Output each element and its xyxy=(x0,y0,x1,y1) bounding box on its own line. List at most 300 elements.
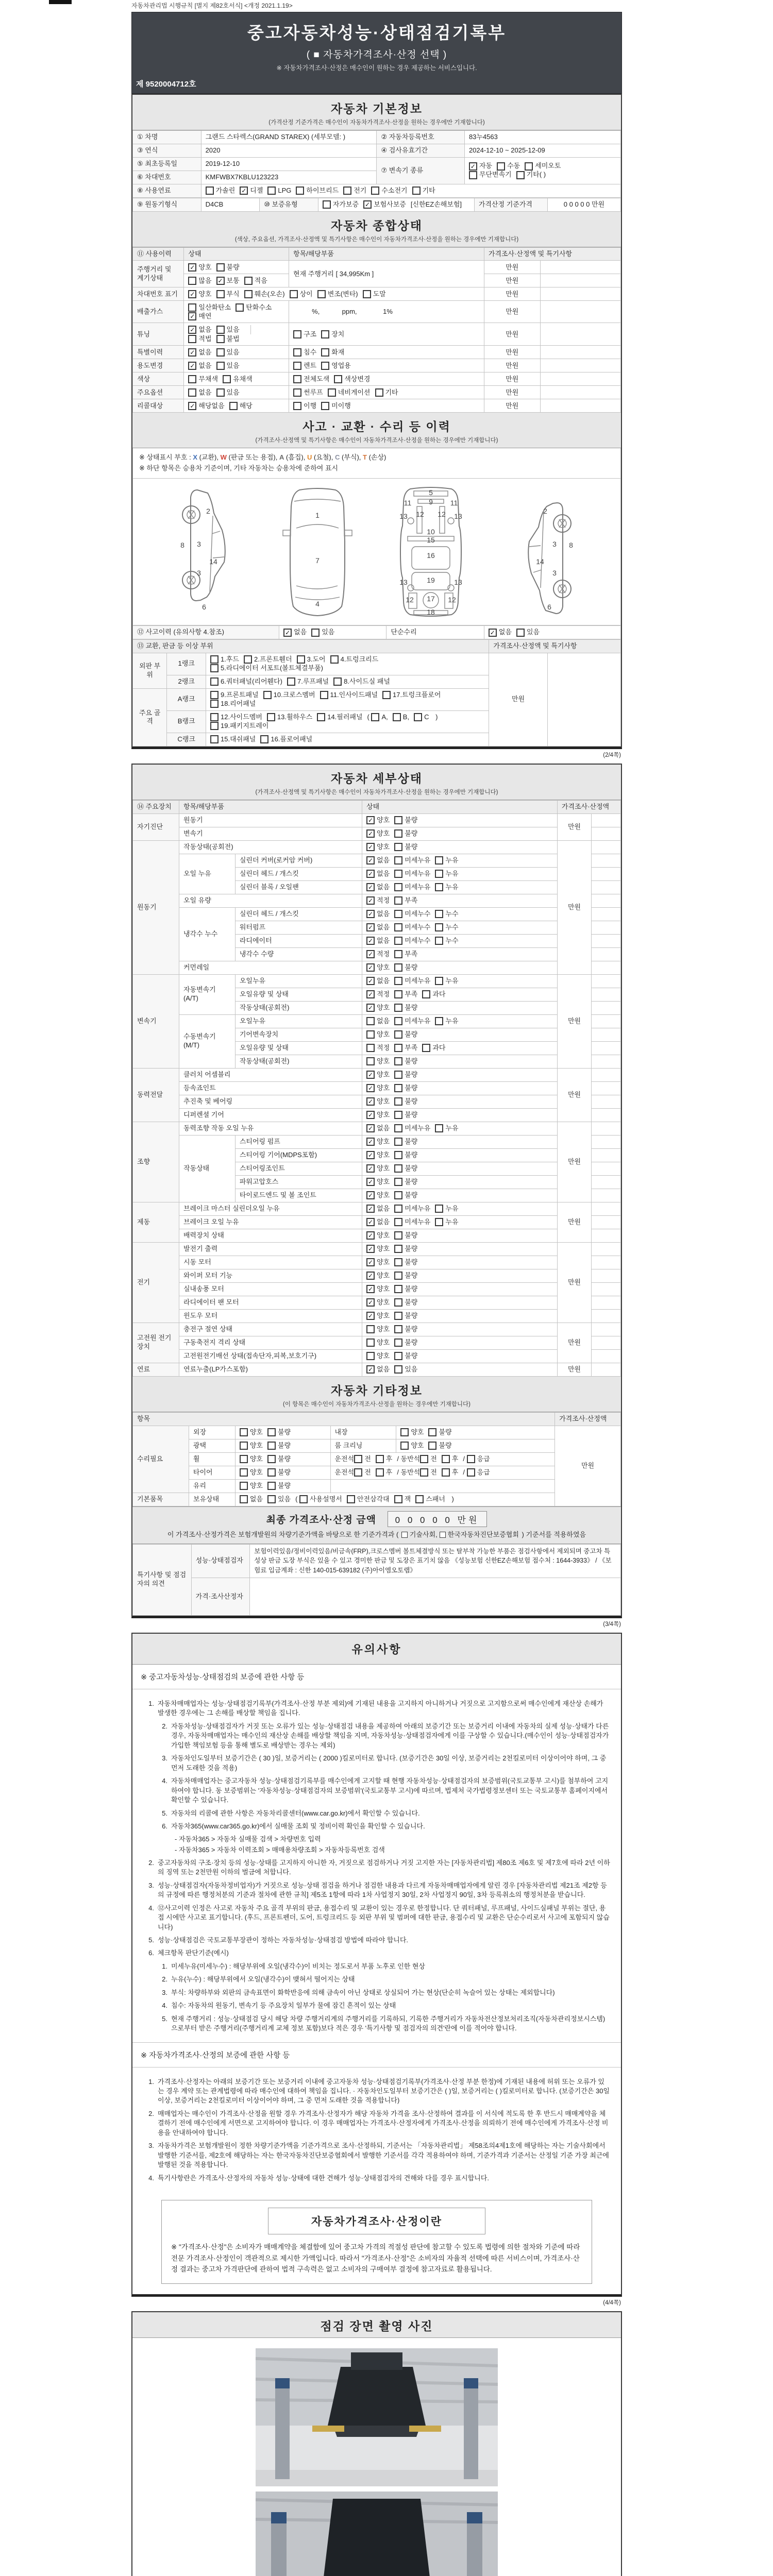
checkbox-label: 탄화수소 xyxy=(246,303,272,311)
checkbox-box-icon xyxy=(210,700,219,708)
checkbox-checked[interactable] xyxy=(366,910,390,919)
checkbox-unchecked[interactable] xyxy=(428,1442,451,1450)
checkbox-unchecked[interactable] xyxy=(188,388,211,397)
checkbox-unchecked[interactable] xyxy=(516,171,546,179)
checkbox-checked[interactable] xyxy=(188,312,211,321)
checkbox-unchecked[interactable] xyxy=(394,870,430,878)
checkbox-unchecked[interactable] xyxy=(394,910,430,919)
table-cell xyxy=(592,1215,621,1229)
checkbox-unchecked[interactable] xyxy=(334,375,370,384)
table-cell xyxy=(133,198,201,211)
checkbox-unchecked[interactable] xyxy=(206,187,236,195)
etc-title: 자동차 기타정보 xyxy=(331,1383,423,1397)
checkbox-unchecked[interactable] xyxy=(210,655,239,664)
checkbox-box-icon xyxy=(394,1231,402,1240)
checkbox-label: 일산화탄소 xyxy=(198,303,231,311)
checkbox-checked[interactable] xyxy=(366,977,390,986)
checkbox-unchecked[interactable] xyxy=(394,1071,417,1079)
checkbox-unchecked[interactable] xyxy=(296,187,339,195)
checkbox-unchecked[interactable] xyxy=(366,1057,390,1066)
checkbox-unchecked[interactable] xyxy=(435,1017,458,1026)
checkbox-unchecked[interactable] xyxy=(293,375,329,384)
checkbox-box-icon xyxy=(435,910,443,918)
checkbox-checked[interactable] xyxy=(188,290,211,299)
checkbox-unchecked[interactable] xyxy=(394,1030,417,1039)
checkbox-box-icon xyxy=(394,1097,402,1106)
checkbox-unchecked[interactable] xyxy=(401,1531,438,1539)
checkbox-unchecked[interactable] xyxy=(415,1495,445,1504)
checkbox-checked[interactable] xyxy=(366,843,390,852)
checkbox-checked[interactable] xyxy=(366,829,390,838)
checkbox-unchecked[interactable] xyxy=(394,1205,430,1213)
checkbox-unchecked[interactable] xyxy=(394,1138,417,1146)
checkbox-label: LPG xyxy=(278,186,292,194)
checkbox-box-icon xyxy=(366,1325,375,1333)
checkbox-unchecked[interactable] xyxy=(497,162,520,171)
checkbox-unchecked[interactable] xyxy=(210,713,262,722)
checkbox-checked[interactable] xyxy=(188,348,211,357)
checkbox-unchecked[interactable] xyxy=(188,335,211,344)
checkbox-checked[interactable] xyxy=(366,1138,390,1146)
table-cell xyxy=(133,626,279,639)
table-cell xyxy=(206,653,489,675)
checkbox-unchecked[interactable] xyxy=(287,677,329,686)
checkbox-unchecked[interactable] xyxy=(371,187,407,195)
checkbox-unchecked[interactable] xyxy=(394,1057,417,1066)
checkbox-checked[interactable] xyxy=(366,870,390,878)
checkbox-unchecked[interactable] xyxy=(293,388,323,397)
checkbox-label: 없음 xyxy=(377,869,390,877)
checkbox-checked[interactable] xyxy=(188,263,211,272)
table-cell xyxy=(362,1122,558,1135)
checkbox-unchecked[interactable] xyxy=(394,990,417,999)
checkbox-checked[interactable] xyxy=(188,326,211,334)
checkbox-unchecked[interactable] xyxy=(394,896,417,905)
checkbox-unchecked[interactable] xyxy=(216,362,240,370)
table-cell xyxy=(133,301,184,323)
checkbox-unchecked[interactable] xyxy=(293,362,316,370)
checkbox-unchecked[interactable] xyxy=(394,937,430,945)
checkbox-unchecked[interactable] xyxy=(394,1338,417,1347)
checkbox-box-icon xyxy=(394,1312,402,1320)
checkbox-unchecked[interactable] xyxy=(297,655,326,664)
checkbox-box-icon xyxy=(516,629,525,637)
checkbox-unchecked[interactable] xyxy=(366,1030,390,1039)
cell-text: 고전원 전기장치 xyxy=(137,1334,172,1351)
checkbox-checked[interactable] xyxy=(366,950,390,959)
checkbox-unchecked[interactable] xyxy=(394,1258,417,1267)
checkbox-label: 16.플로어패널 xyxy=(271,735,313,743)
checkbox-unchecked[interactable] xyxy=(260,735,312,744)
checkbox-box-icon xyxy=(442,1455,450,1463)
checkbox-unchecked[interactable] xyxy=(321,330,344,339)
checkbox-unchecked[interactable] xyxy=(354,1468,371,1477)
checkbox-checked[interactable] xyxy=(366,1111,390,1120)
checkbox-checked[interactable] xyxy=(240,187,263,195)
legend-part: (부식), xyxy=(340,453,363,462)
checkbox-unchecked[interactable] xyxy=(435,910,458,919)
notice-item-number: 5. xyxy=(148,1936,154,1944)
checkbox-checked[interactable] xyxy=(366,856,390,865)
checkbox-label: 양호 xyxy=(198,290,212,298)
checkbox-checked[interactable] xyxy=(366,1218,390,1227)
cell-text: 만원 xyxy=(567,1365,581,1373)
checkbox-unchecked[interactable] xyxy=(422,990,445,999)
checkbox-label: 불량 xyxy=(405,1070,418,1078)
checkbox-unchecked[interactable] xyxy=(394,829,417,838)
checkbox-unchecked[interactable] xyxy=(216,335,240,344)
checkbox-unchecked[interactable] xyxy=(394,856,430,865)
checkbox-unchecked[interactable] xyxy=(244,277,267,285)
checkbox-checked[interactable] xyxy=(366,1245,390,1253)
checkbox-unchecked[interactable] xyxy=(223,375,253,384)
checkbox-checked[interactable] xyxy=(489,628,512,637)
checkbox-unchecked[interactable] xyxy=(394,1164,417,1173)
checkbox-unchecked[interactable] xyxy=(394,883,430,892)
table-cell xyxy=(362,1215,558,1229)
checkbox-unchecked[interactable] xyxy=(435,870,458,878)
checkbox-unchecked[interactable] xyxy=(435,937,458,945)
checkbox-unchecked[interactable] xyxy=(267,1495,291,1504)
checkbox-box-icon xyxy=(371,187,379,195)
checkbox-unchecked[interactable] xyxy=(343,187,366,195)
checkbox-checked[interactable] xyxy=(366,1258,390,1267)
checkbox-unchecked[interactable] xyxy=(188,375,218,384)
checkbox-checked[interactable] xyxy=(366,1151,390,1160)
checkbox-label: 적음 xyxy=(254,276,267,284)
checkbox-unchecked[interactable] xyxy=(240,1495,263,1504)
checkbox-checked[interactable] xyxy=(366,923,390,932)
checkbox-unchecked[interactable] xyxy=(366,1338,390,1347)
checkbox-box-icon xyxy=(394,1495,402,1503)
checkbox-unchecked[interactable] xyxy=(347,1495,390,1504)
checkbox-unchecked[interactable] xyxy=(435,923,458,932)
checkbox-unchecked[interactable] xyxy=(188,303,231,312)
checkbox-box-icon xyxy=(296,187,304,195)
checkbox-unchecked[interactable] xyxy=(442,1468,459,1477)
checkbox-unchecked[interactable] xyxy=(188,277,211,285)
checkbox-unchecked[interactable] xyxy=(394,1191,417,1200)
checkbox-unchecked[interactable] xyxy=(311,628,334,637)
checkbox-checked[interactable] xyxy=(366,1004,390,1012)
notice-item xyxy=(143,2174,611,2183)
checkbox-box-icon xyxy=(516,171,525,179)
table-cell xyxy=(592,1041,621,1055)
checkbox-checked[interactable] xyxy=(366,1124,390,1133)
checkbox-unchecked[interactable] xyxy=(321,362,351,370)
table-cell xyxy=(184,386,289,399)
checkbox-box-icon xyxy=(317,290,326,298)
table-cell xyxy=(260,198,318,211)
checkbox-unchecked[interactable] xyxy=(394,1272,417,1280)
checkbox-unchecked[interactable] xyxy=(244,290,285,299)
table-cell xyxy=(362,1189,558,1202)
checkbox-unchecked[interactable] xyxy=(435,1218,458,1227)
checkbox-unchecked[interactable] xyxy=(363,290,386,299)
checkbox-unchecked[interactable] xyxy=(244,655,292,664)
checkbox-unchecked[interactable] xyxy=(366,1352,390,1361)
checkbox-label: 미세누수 xyxy=(405,936,431,944)
checkbox-unchecked[interactable] xyxy=(267,1455,291,1464)
checkbox-label: 부족 xyxy=(405,1043,418,1052)
checkbox-unchecked[interactable] xyxy=(420,1455,437,1464)
checkbox-unchecked[interactable] xyxy=(366,1017,390,1026)
checkbox-unchecked[interactable] xyxy=(435,977,458,986)
checkbox-checked[interactable] xyxy=(366,896,390,905)
checkbox-box-icon xyxy=(240,1428,248,1436)
checkbox-unchecked[interactable] xyxy=(210,664,323,673)
checkbox-unchecked[interactable] xyxy=(267,187,291,195)
table-cell xyxy=(279,626,386,639)
checkbox-box-icon xyxy=(422,990,430,998)
checkbox-box-icon xyxy=(354,1455,362,1463)
checkbox-checked[interactable] xyxy=(366,1084,390,1093)
checkbox-checked[interactable] xyxy=(216,277,240,285)
checkbox-box-icon: ✓ xyxy=(366,1285,375,1293)
checkbox-unchecked[interactable] xyxy=(394,1352,417,1361)
checkbox-unchecked[interactable] xyxy=(328,388,371,397)
checkbox-unchecked[interactable] xyxy=(394,1365,417,1374)
checkbox-unchecked[interactable] xyxy=(394,1004,417,1012)
checkbox-unchecked[interactable] xyxy=(323,200,359,209)
checkbox-checked[interactable] xyxy=(366,883,390,892)
checkbox-unchecked[interactable] xyxy=(317,290,358,299)
checkbox-unchecked[interactable] xyxy=(467,1455,490,1464)
checkbox-unchecked[interactable] xyxy=(394,923,430,932)
checkbox-unchecked[interactable] xyxy=(394,1218,430,1227)
checkbox-unchecked[interactable] xyxy=(394,1245,417,1253)
table-cell xyxy=(555,1412,621,1426)
checkbox-unchecked[interactable] xyxy=(240,1455,263,1464)
checkbox-unchecked[interactable] xyxy=(263,691,315,700)
checkbox-unchecked[interactable] xyxy=(435,1124,458,1133)
cell-text: %, ppm, 1% xyxy=(293,308,393,315)
checkbox-unchecked[interactable] xyxy=(216,290,240,299)
cell-text: 오일 누유 xyxy=(183,869,211,877)
checkbox-unchecked[interactable] xyxy=(216,388,240,397)
checkbox-checked[interactable] xyxy=(188,402,224,411)
checkbox-unchecked[interactable] xyxy=(435,856,458,865)
checkbox-unchecked[interactable] xyxy=(394,1097,417,1106)
checkbox-unchecked[interactable] xyxy=(236,303,272,312)
cell-text: 수동변속기 (M/T) xyxy=(183,1032,216,1049)
checkbox-unchecked[interactable] xyxy=(420,1468,437,1477)
table-cell xyxy=(557,800,620,814)
checkbox-unchecked[interactable] xyxy=(394,1285,417,1294)
checkbox-label: 전 xyxy=(364,1468,371,1476)
checkbox-unchecked[interactable] xyxy=(240,1442,263,1450)
checkbox-unchecked[interactable] xyxy=(400,1442,424,1450)
checkbox-checked[interactable] xyxy=(469,162,492,171)
checkbox-unchecked[interactable] xyxy=(394,1231,417,1240)
checkbox-checked[interactable] xyxy=(283,628,307,637)
table-cell xyxy=(179,1336,362,1349)
checkbox-checked[interactable] xyxy=(366,937,390,945)
checkbox-unchecked[interactable] xyxy=(422,1044,445,1053)
checkbox-box-icon: ✓ xyxy=(366,1151,375,1159)
checkbox-label: 미세누수 xyxy=(405,923,431,931)
checkbox-box-icon xyxy=(354,1468,362,1477)
checkbox-checked[interactable] xyxy=(366,990,390,999)
checkbox-unchecked[interactable] xyxy=(299,1495,342,1504)
checkbox-unchecked[interactable] xyxy=(394,1124,430,1133)
checkbox-unchecked[interactable] xyxy=(210,677,282,686)
checkbox-unchecked[interactable] xyxy=(435,883,458,892)
checkbox-unchecked[interactable] xyxy=(366,1044,390,1053)
checkbox-box-icon: ✓ xyxy=(366,1097,375,1106)
table-cell xyxy=(330,1452,555,1466)
checkbox-unchecked[interactable] xyxy=(394,843,417,852)
checkbox-unchecked[interactable] xyxy=(293,348,316,357)
checkbox-unchecked[interactable] xyxy=(293,330,316,339)
checkbox-unchecked[interactable] xyxy=(394,1084,417,1093)
checkbox-checked[interactable] xyxy=(366,1071,390,1079)
checkbox-checked[interactable] xyxy=(366,1272,390,1280)
checkbox-unchecked[interactable] xyxy=(435,1205,458,1213)
checkbox-unchecked[interactable] xyxy=(412,187,435,195)
cell-text: 변속기 xyxy=(183,829,203,837)
checkbox-checked[interactable] xyxy=(366,1312,390,1320)
checkbox-unchecked[interactable] xyxy=(321,348,344,357)
checkbox-unchecked[interactable] xyxy=(240,1428,263,1437)
checkbox-label: 불량 xyxy=(405,1271,418,1279)
checkbox-checked[interactable] xyxy=(366,1285,390,1294)
table-cell xyxy=(592,907,621,921)
checkbox-unchecked[interactable] xyxy=(394,1298,417,1307)
checkbox-unchecked[interactable] xyxy=(210,700,256,708)
legend-note: ※ 하단 항목은 승용차 기준이며, 기타 자동차는 승용차에 준하여 표시 xyxy=(139,464,339,472)
table-cell xyxy=(377,144,464,157)
checkbox-checked[interactable] xyxy=(366,1231,390,1240)
checkbox-checked[interactable] xyxy=(366,1298,390,1307)
checkbox-unchecked[interactable] xyxy=(240,1468,263,1477)
cell-text: 실린더 헤드 / 개스킷 xyxy=(239,869,299,877)
checkbox-checked[interactable] xyxy=(366,1205,390,1213)
table-cell xyxy=(189,1493,235,1506)
checkbox-checked[interactable] xyxy=(366,1191,390,1200)
checkbox-unchecked[interactable] xyxy=(267,1442,291,1450)
checkbox-checked[interactable] xyxy=(366,816,390,825)
checkbox-unchecked[interactable] xyxy=(267,1428,291,1437)
checkbox-unchecked[interactable] xyxy=(216,326,240,334)
checkbox-label: 누유 xyxy=(445,1217,459,1226)
checkbox-box-icon xyxy=(422,1044,430,1052)
checkbox-unchecked[interactable] xyxy=(376,1468,393,1477)
checkbox-unchecked[interactable] xyxy=(394,1495,411,1504)
checkbox-checked[interactable] xyxy=(366,1178,390,1187)
checkbox-box-icon: ✓ xyxy=(366,1191,375,1199)
table-cell xyxy=(557,1202,591,1242)
checkbox-unchecked[interactable] xyxy=(414,713,429,722)
checkbox-unchecked[interactable] xyxy=(394,1325,417,1334)
notice-item xyxy=(156,1776,611,1805)
cell-text: 그랜드 스타렉스(GRAND STAREX) (세부모델: ) xyxy=(205,133,346,141)
checkbox-label: 누수 xyxy=(445,923,459,931)
checkbox-unchecked[interactable] xyxy=(210,691,259,700)
checkbox-unchecked[interactable] xyxy=(267,1468,291,1477)
checkbox-unchecked[interactable] xyxy=(330,655,379,664)
checkbox-unchecked[interactable] xyxy=(267,1482,291,1490)
checkbox-label: 누수 xyxy=(445,909,459,918)
checkbox-box-icon xyxy=(260,735,268,743)
checkbox-unchecked[interactable] xyxy=(394,816,417,825)
checkbox-checked[interactable] xyxy=(366,963,390,972)
checkbox-unchecked[interactable] xyxy=(290,290,313,299)
checkbox-unchecked[interactable] xyxy=(394,1044,417,1053)
checkbox-unchecked[interactable] xyxy=(317,713,362,722)
checkbox-checked[interactable] xyxy=(366,1097,390,1106)
checkbox-unchecked[interactable] xyxy=(400,1428,424,1437)
checkbox-unchecked[interactable] xyxy=(467,1468,490,1477)
checkbox-box-icon: ✓ xyxy=(366,829,375,838)
checkbox-unchecked[interactable] xyxy=(229,402,253,411)
checkbox-label: 불량 xyxy=(405,1258,418,1266)
checkbox-unchecked[interactable] xyxy=(267,713,312,722)
checkbox-unchecked[interactable] xyxy=(321,402,351,411)
checkbox-label: 불량 xyxy=(405,1097,418,1105)
checkbox-unchecked[interactable] xyxy=(394,1312,417,1320)
checkbox-unchecked[interactable] xyxy=(394,1151,417,1160)
checkbox-unchecked[interactable] xyxy=(371,713,388,722)
checkbox-unchecked[interactable] xyxy=(469,171,512,179)
checkbox-unchecked[interactable] xyxy=(442,1455,459,1464)
checkbox-checked[interactable] xyxy=(363,200,406,209)
checkbox-label: 양호 xyxy=(249,1441,263,1449)
checkbox-unchecked[interactable] xyxy=(210,722,268,731)
checkbox-unchecked[interactable] xyxy=(394,963,417,972)
cell-text: 추진축 및 베어링 xyxy=(183,1097,233,1105)
checkbox-unchecked[interactable] xyxy=(293,402,316,411)
checkbox-unchecked[interactable] xyxy=(525,162,561,171)
checkbox-unchecked[interactable] xyxy=(354,1455,371,1464)
cell-text: ) xyxy=(433,713,438,721)
checkbox-unchecked[interactable] xyxy=(216,263,240,272)
checkbox-box-icon xyxy=(366,1030,375,1039)
checkbox-box-icon: ✓ xyxy=(188,402,196,410)
checkbox-unchecked[interactable] xyxy=(240,1482,263,1490)
checkbox-unchecked[interactable] xyxy=(375,388,398,397)
table-cell xyxy=(179,1282,362,1296)
checkbox-label: 해당 xyxy=(239,401,253,410)
checkbox-unchecked[interactable] xyxy=(366,1325,390,1334)
checkbox-unchecked[interactable] xyxy=(320,691,378,700)
checkbox-box-icon xyxy=(293,362,301,370)
checkbox-unchecked[interactable] xyxy=(216,348,240,357)
checkbox-unchecked[interactable] xyxy=(210,735,256,744)
checkbox-unchecked[interactable] xyxy=(333,677,390,686)
checkbox-box-icon xyxy=(210,664,219,672)
checkbox-checked[interactable] xyxy=(366,1164,390,1173)
table-cell xyxy=(362,1363,558,1376)
checkbox-unchecked[interactable] xyxy=(382,691,441,700)
checkbox-unchecked[interactable] xyxy=(394,1178,417,1187)
checkbox-checked[interactable] xyxy=(366,1365,390,1374)
checkbox-label: 적정 xyxy=(377,950,390,958)
checkbox-unchecked[interactable] xyxy=(440,1531,519,1539)
table-cell xyxy=(184,301,289,323)
checkbox-checked[interactable] xyxy=(188,362,211,370)
checkbox-unchecked[interactable] xyxy=(394,1111,417,1120)
checkbox-unchecked[interactable] xyxy=(394,950,417,959)
checkbox-unchecked[interactable] xyxy=(393,713,409,722)
checkbox-unchecked[interactable] xyxy=(376,1455,393,1464)
checkbox-unchecked[interactable] xyxy=(428,1428,451,1437)
checkbox-label: 누유 xyxy=(445,1016,459,1025)
table-cell xyxy=(250,1578,621,1615)
checkbox-unchecked[interactable] xyxy=(394,1017,430,1026)
checkbox-unchecked[interactable] xyxy=(516,628,540,637)
checkbox-unchecked[interactable] xyxy=(394,977,430,986)
